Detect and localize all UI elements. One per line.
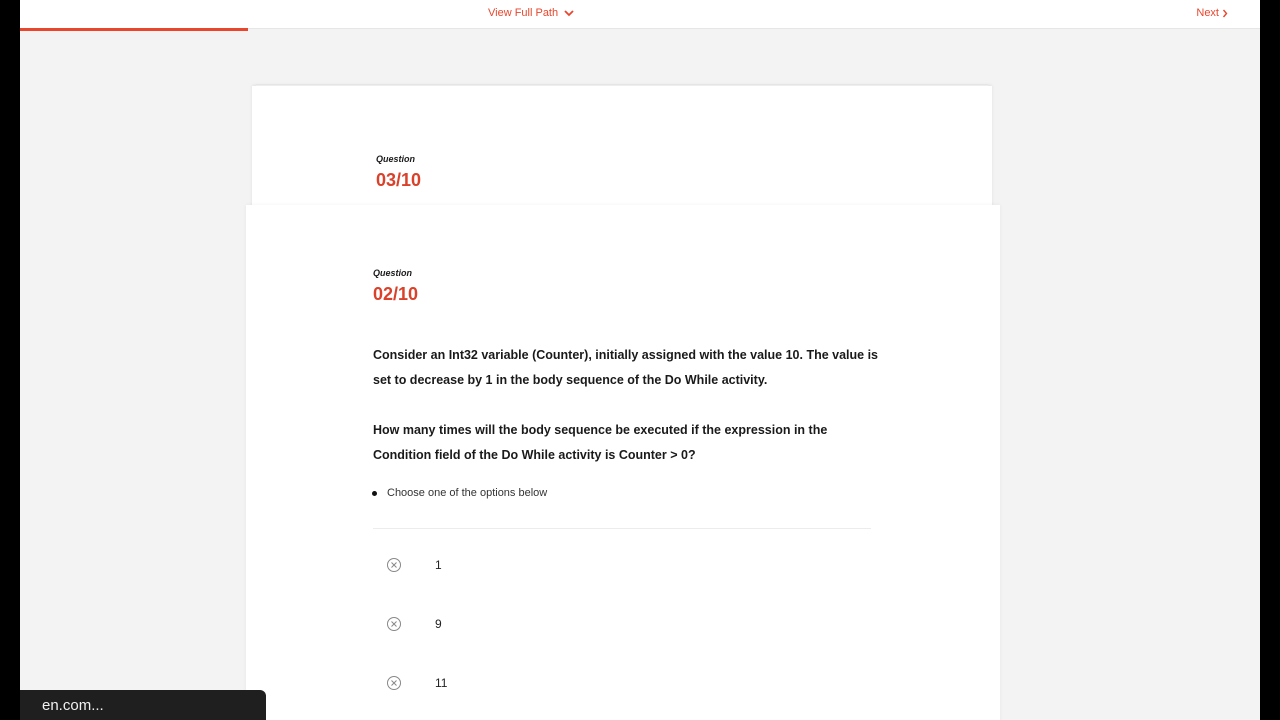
question-kicker: Question (373, 268, 413, 278)
answer-option[interactable] (386, 614, 442, 634)
status-url-toast (20, 690, 266, 720)
view-full-path-button[interactable] (488, 7, 574, 19)
question-prompt: How many times will the body sequence be executed if the expression in the Condition field of the Do While activity is Counter > 0? (373, 423, 828, 462)
page-viewport (20, 0, 1260, 720)
instruction-text: Choose one of the options below (387, 487, 548, 499)
status-url-text: en.com... (42, 696, 104, 714)
answer-option-label: 1 (435, 558, 442, 572)
top-navigation-bar (20, 0, 1260, 29)
answer-option-label: 11 (435, 676, 448, 690)
screen-border (1260, 0, 1280, 720)
view-full-path-label: View Full Path (488, 7, 559, 19)
progress-bar (20, 28, 248, 31)
divider (373, 528, 871, 529)
question-kicker: Question (376, 154, 416, 164)
circle-x-icon (386, 616, 402, 632)
answer-option[interactable] (386, 673, 447, 693)
question-number: 02/10 (373, 284, 419, 304)
chevron-right-icon (1222, 9, 1228, 18)
answer-option[interactable] (386, 555, 442, 575)
bullet-icon (372, 491, 377, 496)
question-number: 03/10 (376, 170, 422, 190)
instruction-hint (382, 487, 547, 499)
chevron-down-icon (564, 9, 574, 17)
next-button[interactable] (1196, 7, 1228, 19)
circle-x-icon (386, 675, 402, 691)
question-paragraph: Consider an Int32 variable (Counter), initially assigned with the value 10. The value is set to decrease by 1 in the body sequence of the Do While activity. (373, 348, 878, 387)
next-label: Next (1196, 7, 1219, 19)
answer-option-label: 9 (435, 617, 442, 631)
circle-x-icon (386, 557, 402, 573)
question-card (246, 205, 1000, 720)
